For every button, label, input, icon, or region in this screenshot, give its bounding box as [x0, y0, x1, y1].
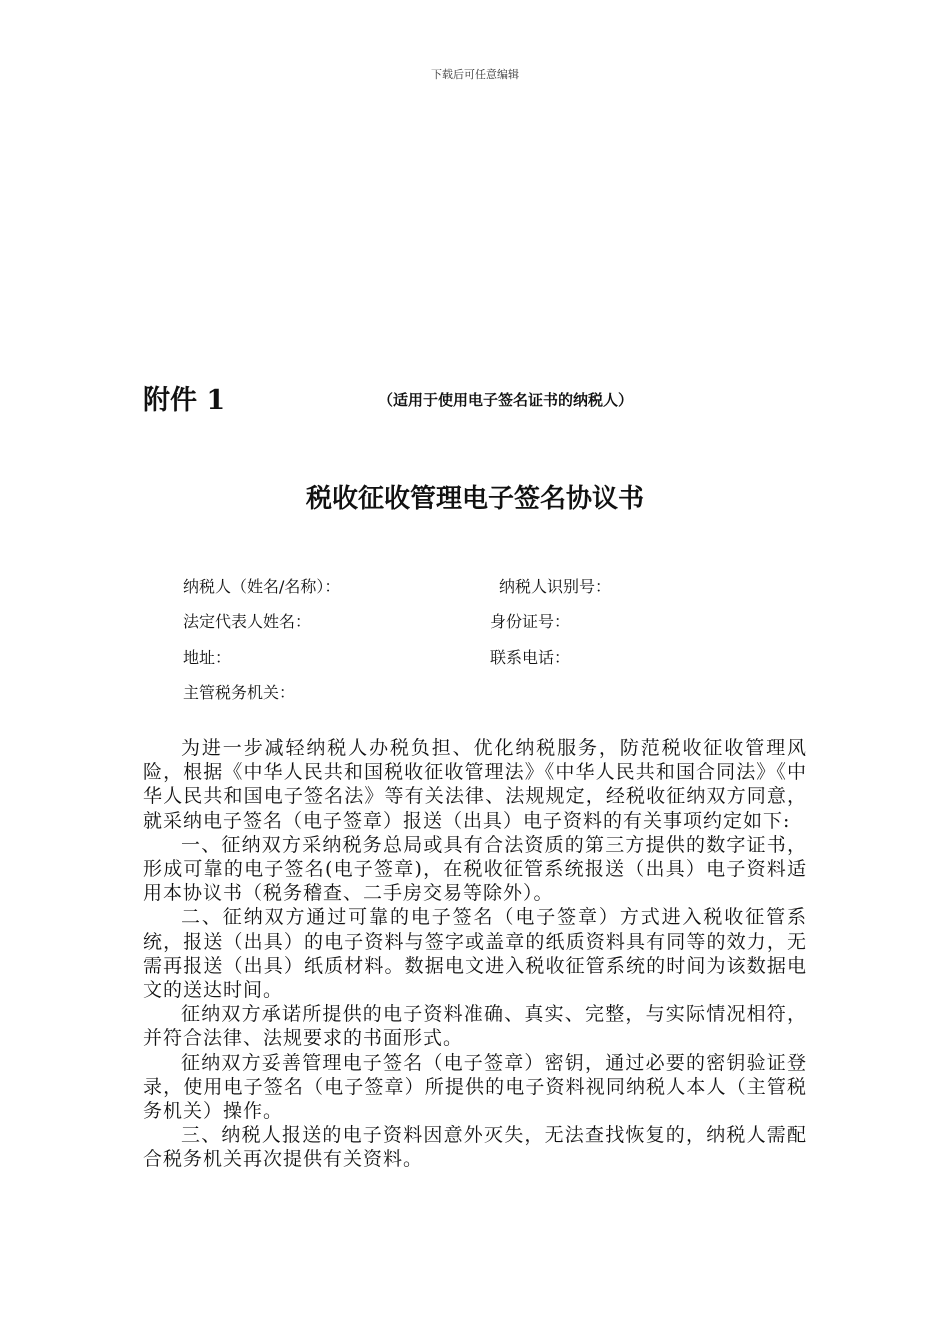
id-number-field: 身份证号：	[490, 612, 571, 631]
paragraph-clause-2: 二、征纳双方通过可靠的电子签名（电子签章）方式进入税收征管系统，报送（出具）的电子资料与签字或盖章的纸质资料具有同等的效力，无需再报送（出具）纸质材料。数据电文进入税收征管系统的时间为该数据电文的送达时间。	[143, 906, 807, 1002]
agreement-body	[143, 736, 807, 1172]
document-title: 税收征收管理电子签名协议书	[305, 484, 644, 514]
taxpayer-name-field: 纳税人（姓名/名称）：	[183, 577, 341, 596]
taxpayer-id-field: 纳税人识别号：	[499, 577, 612, 596]
paragraph-clause-3: 三、纳税人报送的电子资料因意外灭失，无法查找恢复的，纳税人需配合税务机关再次提供有关资料。	[143, 1124, 807, 1171]
paragraph-intro: 为进一步减轻纳税人办税负担、优化纳税服务，防范税收征收管理风险，根据《中华人民共和国税收征收管理法》《中华人民共和国合同法》《中华人民共和国电子签名法》等有关法律、法规规定，经税收征纳双方同意，就采纳电子签名（电子签章）报送（出具）电子资料的有关事项约定如下:	[143, 737, 807, 832]
attachment-label: 附件 1	[143, 385, 226, 416]
header-note: 下载后可任意编辑	[431, 68, 519, 81]
legal-rep-field: 法定代表人姓名：	[183, 612, 312, 631]
tax-authority-field: 主管税务机关：	[183, 683, 296, 702]
paragraph-key-management: 征纳双方妥善管理电子签名（电子签章）密钥，通过必要的密钥验证登录，使用电子签名（电子签章）所提供的电子资料视同纳税人本人（主管税务机关）操作。	[143, 1051, 807, 1123]
attachment-note: （适用于使用电子签名证书的纳税人）	[378, 391, 634, 409]
address-field: 地址：	[183, 648, 232, 667]
phone-field: 联系电话：	[490, 648, 571, 667]
paragraph-clause-1: 一、征纳双方采纳税务总局或具有合法资质的第三方提供的数字证书，形成可靠的电子签名(电子签章)，在税收征管系统报送（出具）电子资料适用本协议书（税务稽查、二手房交易等除外）。	[143, 833, 807, 905]
paragraph-commitment: 征纳双方承诺所提供的电子资料准确、真实、完整，与实际情况相符，并符合法律、法规要求的书面形式。	[143, 1003, 807, 1050]
